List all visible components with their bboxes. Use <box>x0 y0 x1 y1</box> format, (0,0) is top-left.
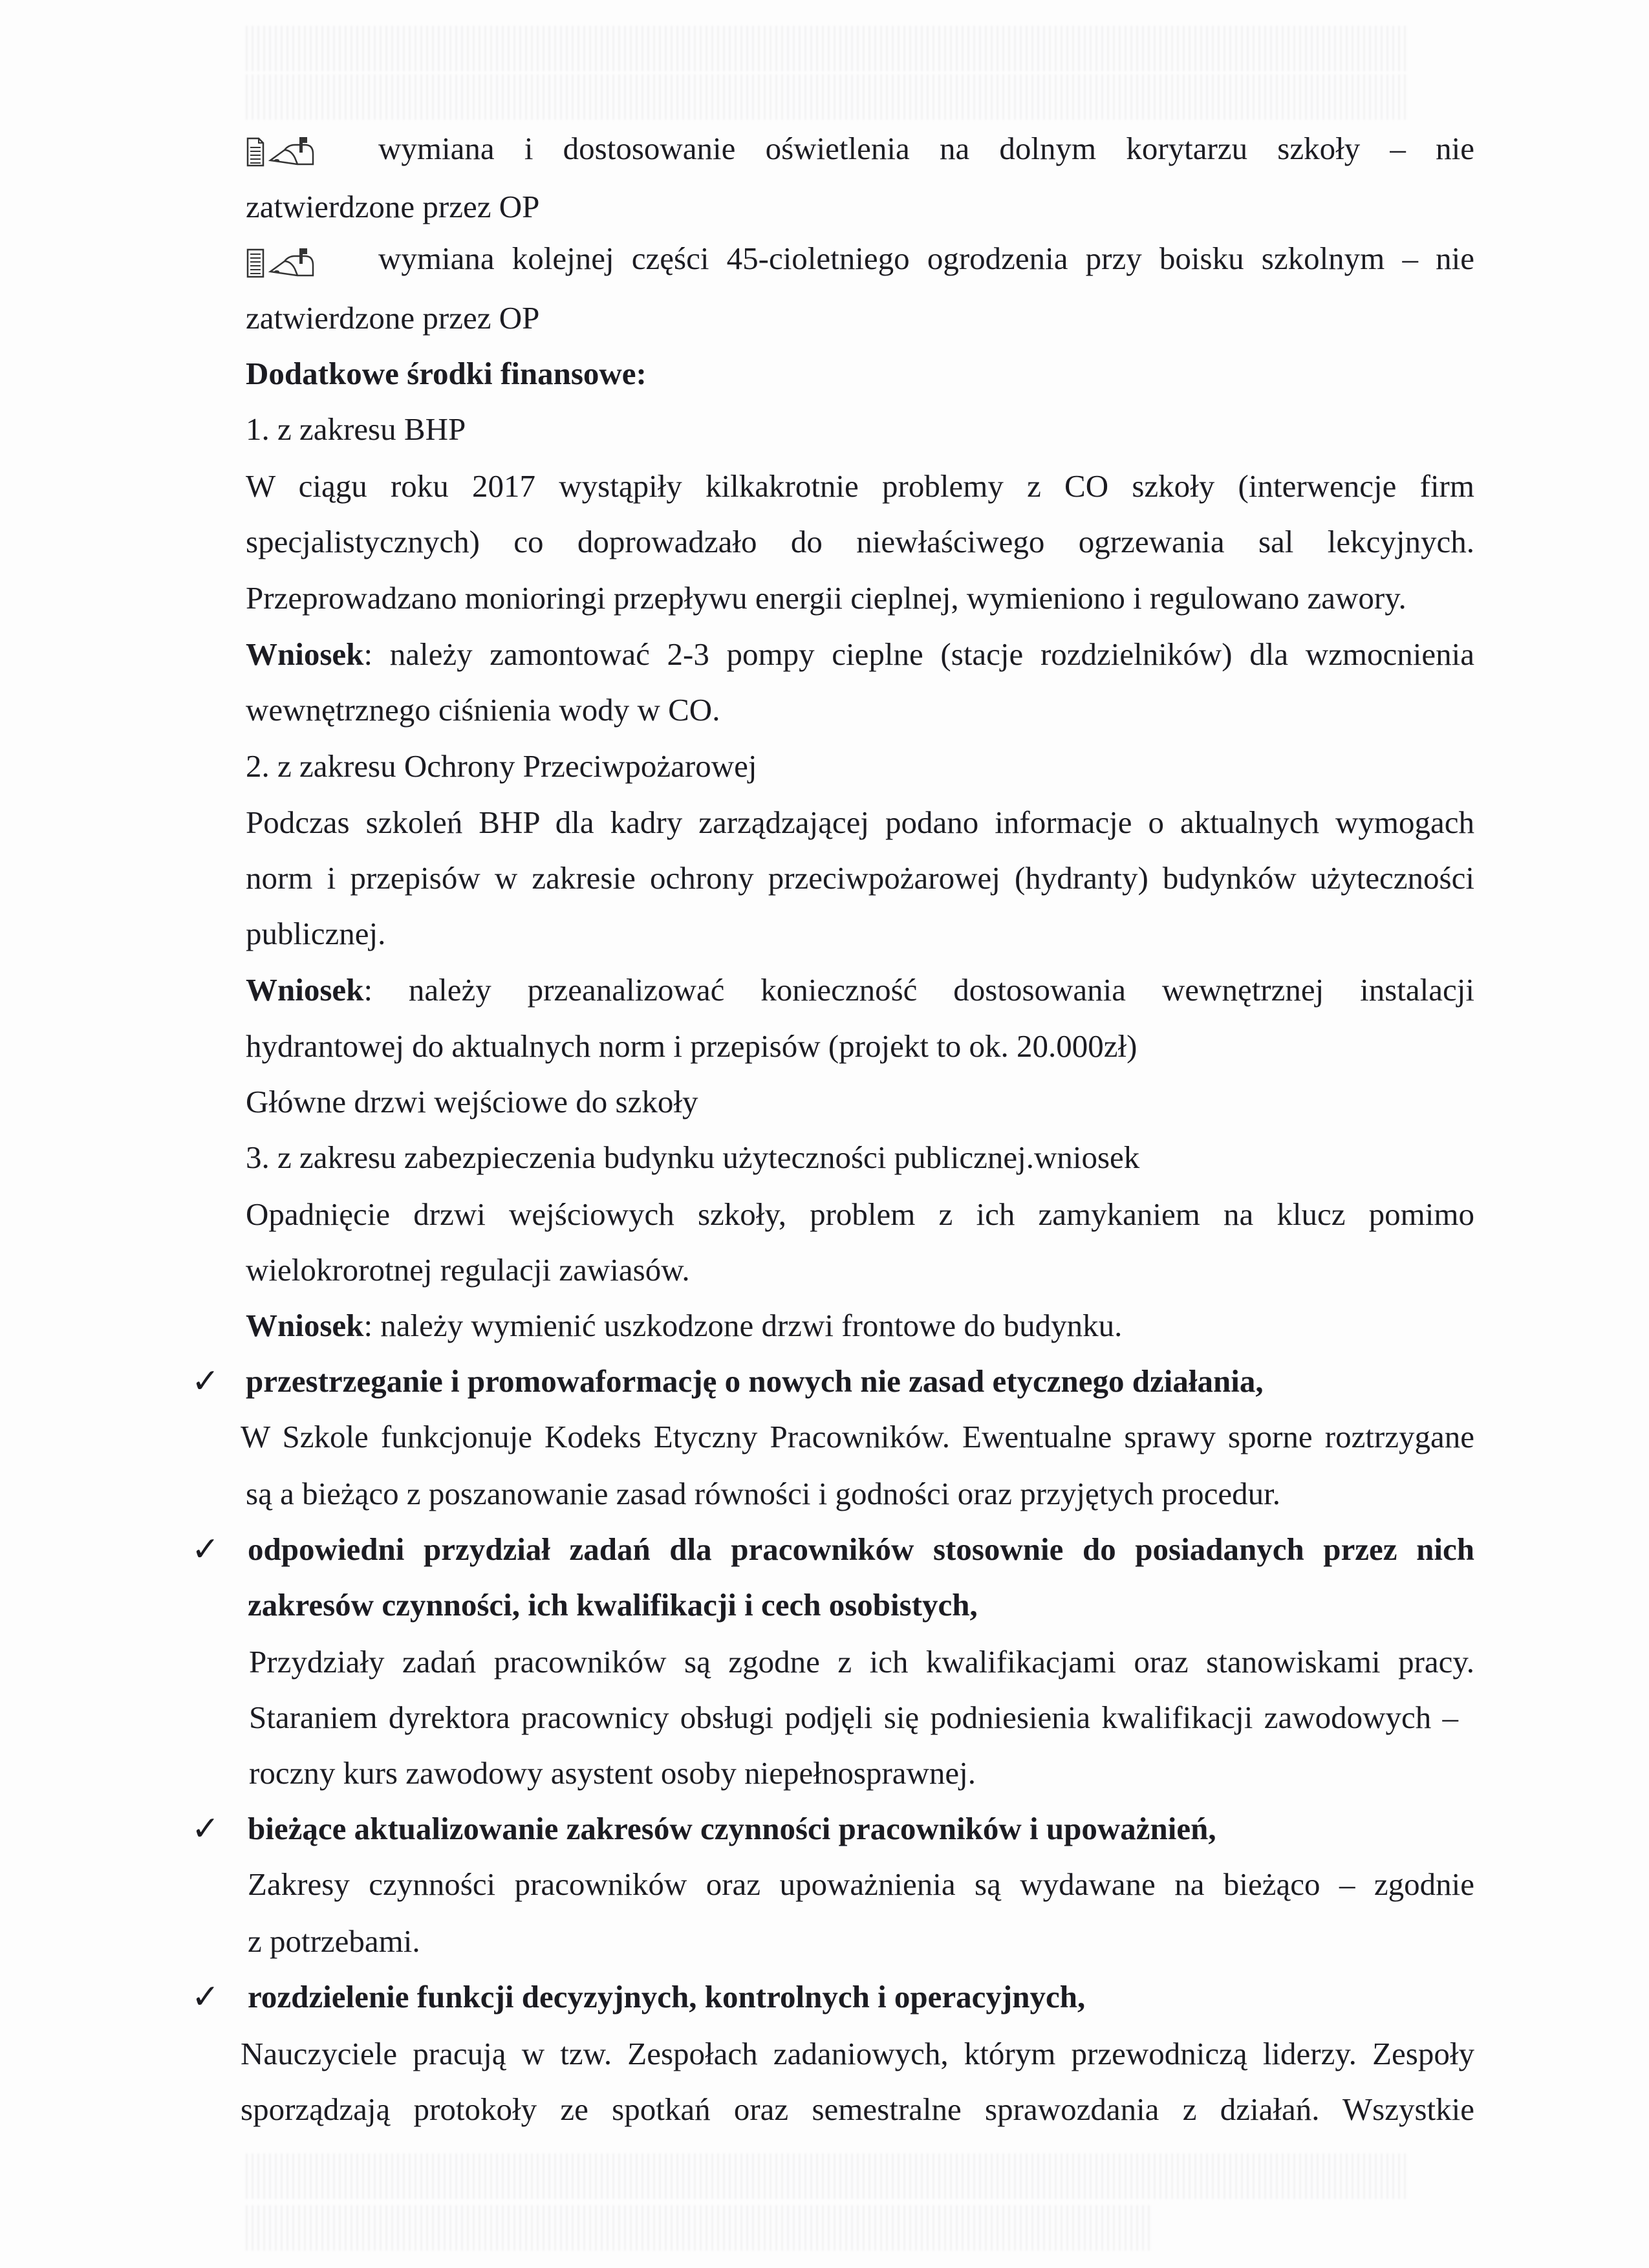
s3-paragraph-line: wielokrorotnej regulacji zawiasów. <box>246 1252 690 1288</box>
checklist-1-heading: przestrzeganie i promowaformację o nowych nie zasad etycznego działania, <box>246 1363 1264 1399</box>
checklist-4-body-line: Nauczyciele pracują w tzw. Zespołach zadaniowych, którym przewodniczą liderzy. Zespoły <box>241 2036 1474 2071</box>
checklist-2-heading-cont: zakresów czynności, ich kwalifikacji i cech osobistych, <box>248 1587 978 1623</box>
icon-item-1-line-2: zatwierdzone przez OP <box>246 189 540 224</box>
wniosek-label: Wniosek <box>246 972 364 1008</box>
checkmark-icon: ✓ <box>191 1362 220 1401</box>
checklist-3-heading: bieżące aktualizowanie zakresów czynności pracowników i upoważnień, <box>248 1811 1216 1846</box>
s2-paragraph-line: Podczas szkoleń BHP dla kadry zarządzającej podano informacje o aktualnych wymogach <box>246 805 1474 840</box>
checklist-2-heading: odpowiedni przydział zadań dla pracowników stosownie do posiadanych przez nich <box>248 1531 1474 1567</box>
s2-paragraph-line: norm i przepisów w zakresie ochrony przeciwpożarowej (hydranty) budynków użyteczności <box>246 860 1474 896</box>
checkmark-icon: ✓ <box>191 1809 220 1848</box>
wniosek-text: : należy zamontować 2-3 pompy cieplne (stacje rozdzielników) dla wzmocnienia <box>363 636 1474 672</box>
mailbox-icon <box>270 137 313 164</box>
icon-bullet-2 <box>246 247 323 279</box>
wniosek-label: Wniosek <box>246 1308 364 1343</box>
mailbox-icon <box>270 248 313 275</box>
s1-paragraph-line: W ciągu roku 2017 wystąpiły kilkakrotnie problemy z CO szkoły (interwencje firm <box>246 468 1474 504</box>
icon-item-2-line-2: zatwierdzone przez OP <box>246 300 540 336</box>
checklist-2-body-line: roczny kurs zawodowy asystent osoby niepełnosprawnej. <box>249 1755 976 1791</box>
s1-paragraph-line: Przeprowadzano monioringi przepływu energii cieplnej, wymieniono i regulowano zawory. <box>246 580 1406 616</box>
s1-paragraph-line: specjalistycznych) co doprowadzało do niewłaściwego ogrzewania sal lekcyjnych. <box>246 524 1474 559</box>
s2-wniosek <box>246 971 1474 1010</box>
checklist-4-heading: rozdzielenie funkcji decyzyjnych, kontrolnych i operacyjnych, <box>248 1979 1086 2014</box>
s1-wniosek-cont: wewnętrznego ciśnienia wody w CO. <box>246 692 720 728</box>
bleed-through-text-bottom-2 <box>246 2205 1151 2251</box>
icon-item-2-line-1: wymiana kolejnej części 45-cioletniego ogrodzenia przy boisku szkolnym – nie <box>378 241 1474 276</box>
s2-wniosek-cont: hydrantowej do aktualnych norm i przepisów (projekt to ok. 20.000zł) <box>246 1028 1137 1064</box>
s1-wniosek <box>246 635 1474 674</box>
checklist-3-body-line: Zakresy czynności pracowników oraz upoważnienia są wydawane na bieżąco – zgodnie <box>248 1866 1474 1902</box>
document-icon <box>248 250 263 277</box>
s2-title: 2. z zakresu Ochrony Przeciwpożarowej <box>246 748 757 784</box>
s3-title: 3. z zakresu zabezpieczenia budynku użyteczności publicznej.wniosek <box>246 1139 1140 1175</box>
wniosek-text: : należy przeanalizować konieczność dostosowania wewnętrznej instalacji <box>363 972 1474 1008</box>
s3-wniosek <box>246 1306 1122 1345</box>
checklist-1-body-line: W Szkole funkcjonuje Kodeks Etyczny Pracowników. Ewentualne sprawy sporne roztrzygane <box>241 1419 1474 1454</box>
bleed-through-text-top-2 <box>246 74 1410 120</box>
s2-paragraph-line: publicznej. <box>246 916 386 951</box>
icon-item-1-line-1: wymiana i dostosowanie oświetlenia na dolnym korytarzu szkoły – nie <box>378 131 1474 166</box>
section-heading: Dodatkowe środki finansowe: <box>246 356 647 391</box>
document-icon <box>248 138 263 166</box>
checklist-4-body-line: sporządzają protokoły ze spotkań oraz semestralne sprawozdania z działań. Wszystkie <box>241 2091 1474 2127</box>
checklist-1-body-line: są a bieżąco z poszanowanie zasad równości i godności oraz przyjętych procedur. <box>246 1476 1281 1511</box>
wniosek-text: : należy wymienić uszkodzone drzwi frontowe do budynku. <box>363 1308 1123 1343</box>
checklist-2-body-line: Przydziały zadań pracowników są zgodne z ich kwalifikacjami oraz stanowiskami pracy. <box>249 1644 1474 1679</box>
s2-extra: Główne drzwi wejściowe do szkoły <box>246 1084 698 1119</box>
checkmark-icon: ✓ <box>191 1978 220 2016</box>
checkmark-icon: ✓ <box>191 1530 220 1569</box>
bleed-through-text-bottom <box>246 2154 1410 2199</box>
bleed-through-text-top <box>246 26 1410 71</box>
wniosek-label: Wniosek <box>246 636 364 672</box>
checklist-2-body-line: Staraniem dyrektora pracownicy obsługi podjęli się podniesienia kwalifikacji zawodowych – <box>249 1700 1458 1735</box>
s3-paragraph-line: Opadnięcie drzwi wejściowych szkoły, problem z ich zamykaniem na klucz pomimo <box>246 1196 1474 1232</box>
icon-bullet-1 <box>246 136 323 168</box>
s1-title: 1. z zakresu BHP <box>246 411 466 447</box>
checklist-3-body-line: z potrzebami. <box>248 1923 420 1959</box>
